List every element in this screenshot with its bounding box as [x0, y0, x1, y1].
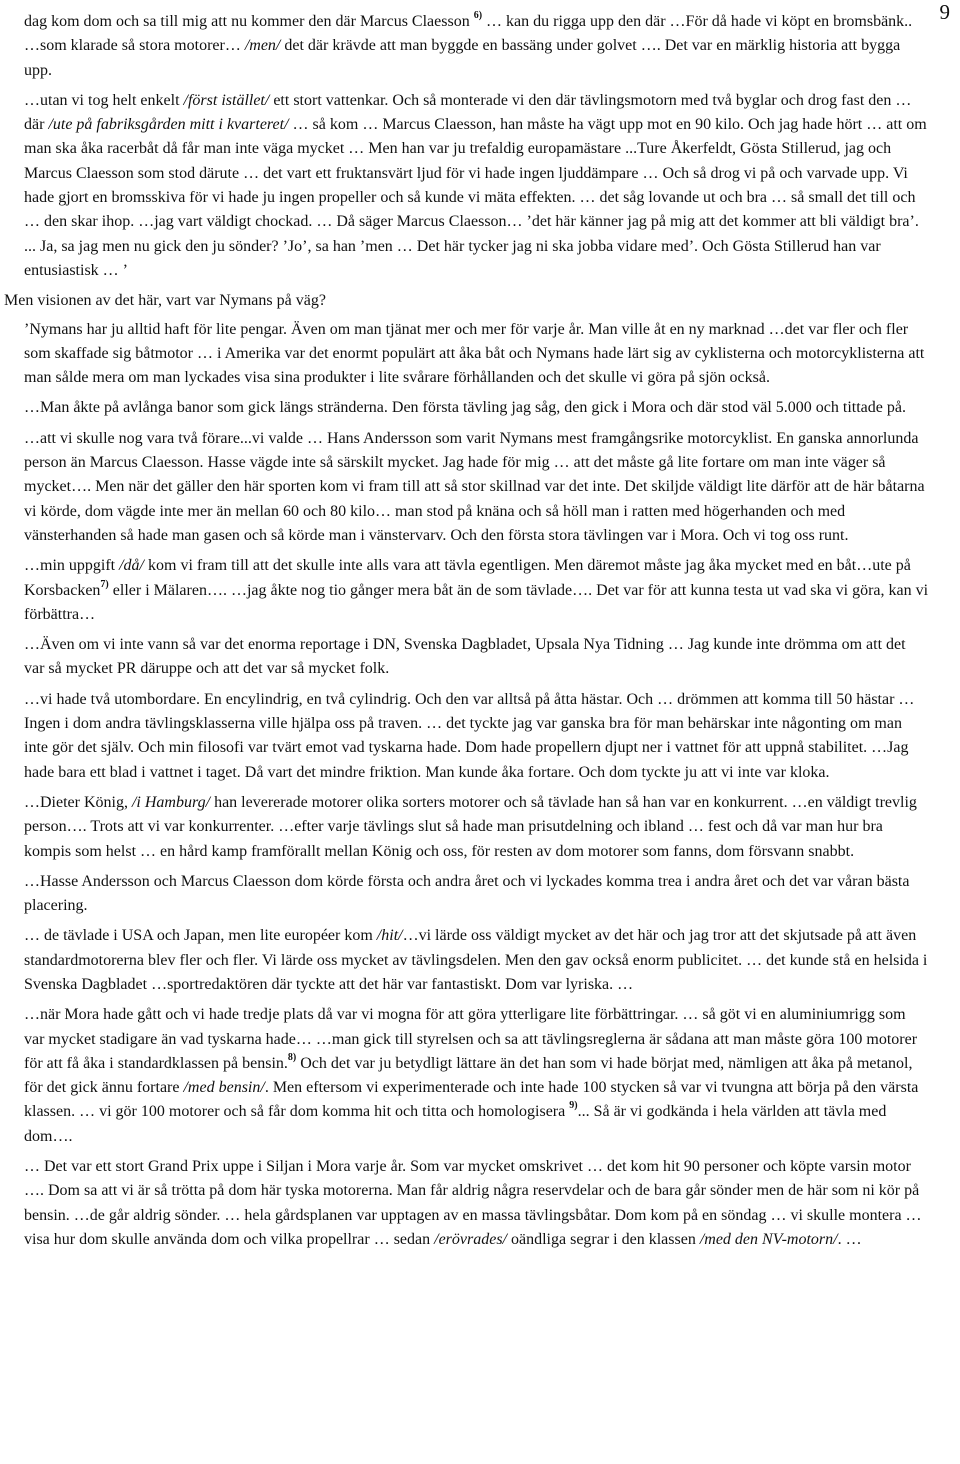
text-run: …Dieter König, [24, 793, 132, 811]
text-run: Men visionen av det här, vart var Nymans på väg? [4, 292, 326, 310]
paragraph [24, 554, 929, 627]
paragraph [24, 89, 929, 283]
text-run: … Det var ett stort Grand Prix uppe i Siljan i Mora varje år. Som var mycket omskrivet … det kom hit 90 personer och köpte varsin motor …. Dom sa att vi är så trötta på dom här tyska motorerna. Man får aldrig några reservdelar och de bara går sönder men de här som ni kör på bensin. …de går aldrig sönder. … hela gårdsplanen var upptagen av en massa tävlingsbåtar. Dom kom på en söndag … vi skulle montera … visa hur dom skulle använda dom och vilka propellrar … sedan [24, 1158, 922, 1248]
text-run: …vi lärde oss väldigt mycket av det här och jag tror att det skjutsade på att även standardmotorerna blev fler och fler. Vi lärde oss mycket av tävlingsdelen. Men den gav också enorm publicitet. … det kunde stå en helsida i Svenska Dagbladet …sportredaktören där tyckte att det här var fantastiskt. Dom var lyriska. … [24, 927, 928, 993]
text-run: ett stort vattenkar. Och så monterade vi den där tävlingsmotorn med två byglar och drog fast den … där [24, 91, 912, 134]
paragraph [24, 1155, 929, 1252]
paragraph [24, 633, 929, 682]
text-run: oändliga segrar i den klassen [507, 1230, 700, 1248]
text-run: … de tävlade i USA och Japan, men lite européer kom [24, 927, 377, 945]
text-run: det där krävde att man byggde en bassäng under golvet …. Det var en märklig historia att bygga upp. [24, 37, 901, 79]
paragraph [24, 791, 929, 864]
paragraph [24, 870, 929, 919]
text-run: …vi hade två utombordare. En encylindrig, en två cylindrig. Och den var alltså på åtta hästar. Och … drömmen att komma till 50 hästar … Ingen i dom andra tävlingsklasserna ville hjälpa oss på traven. … det tyckte jag var ganska bra för man behärskar inte någonting om man inte gör det själv. Och min filosofi var tvärt emot vad tyskarna hade. Dom hade propellern djupt ner i vattnet för att uppnå stabilitet. …Jag hade bara ett blad i vattnet i taget. Då vart det mindre friktion. Man kunde åka fortare. Och dom tyckte ju att vi inte var kloka. [24, 690, 915, 781]
text-run: …Hasse Andersson och Marcus Claesson dom körde första och andra året och vi lyckades komma trea i andra året och det var våran bästa placering. [24, 872, 910, 915]
italic-text: /ute på fabriksgården mitt i kvarteret/ [48, 116, 289, 134]
document-body [4, 10, 929, 1258]
text-run: …när Mora hade gått och vi hade tredje plats då var vi mogna för att göra ytterligare lite förbättringar. … så göt vi en aluminiumrigg som var mycket stadigare än vad tyskarna hade… …man gick till styrelsen och sa att tävlingsreglerna är sådana att man måste göra 100 motorer för att få åka i standardklassen på bensin. [24, 1006, 918, 1072]
footnote-ref: 8) [287, 1051, 297, 1063]
text-run: …utan vi tog helt enkelt [24, 91, 184, 109]
paragraph [24, 427, 929, 548]
paragraph [24, 10, 929, 83]
italic-text: /med den NV-motorn/ [699, 1230, 838, 1248]
footnote-ref: 9) [569, 1100, 578, 1112]
text-run: … så kom … Marcus Claesson, han måste ha vägt upp mot en 90 kilo. Och jag hade hört … att om man ska åka racerbåt då får man inte väga mycket … Men han var ju trefaldig europamästare ...Ture Åkerfeldt, Gösta Stillerud, jag och Marcus Claesson som stod därute … det vart ett fruktansvärt ljud för vi hade ingen ljuddämpare … Och så drog vi på och varvade upp. Vi hade gjort en bromsskiva för vi hade ju ingen propeller och så kunde vi mäta effekten. … det såg lovande ut och bra … så small det till och … den skar ihop. …jag vart väldigt chockad. … Då säger Marcus Claesson… ’det här känner jag på mig att det kommer att bli väldigt bra’. ... Ja, sa jag men nu gick den ju sönder? ’Jo’, sa han ’men … Det här tycker jag ni ska jobba vidare med’. Och Gösta Stillerud han var entusiastisk … ’ [24, 116, 927, 279]
paragraph [24, 924, 929, 997]
text-run: …att vi skulle nog vara två förare...vi valde … Hans Andersson som varit Nymans mest framgångsrike motorcyklist. En ganska annorlunda person än Marcus Claesson. Hasse vägde inte så särskilt mycket. Jag hade för mig … att det måste gå lite fortare om man inte väger så mycket…. Men när det gäller den här sporten kom vi fram till att så stor skillnad var det inte. Det skiljde väldigt lite därför att de här båtarna vi körde, dom vägde inte mer än mellan 60 och 80 kilo… man stod på knäna och så höll man i ratten med högerhanden och med vänsterhanden så hade man gasen och så körde man i vänstervarv. Och den första stora tävlingen var i Mora. Och vi tog oss runt. [24, 429, 925, 544]
italic-text: /med bensin/ [183, 1079, 265, 1097]
italic-text: /då/ [119, 557, 144, 575]
italic-text: /hit/ [376, 927, 403, 945]
italic-text: /först istället/ [183, 91, 270, 109]
text-run: …min uppgift [24, 557, 120, 575]
text-run: ... Så är vi godkända i hela världen att tävla med dom…. [24, 1103, 887, 1145]
footnote-ref: 6) [473, 10, 483, 21]
text-run: kom vi fram till att det skulle inte alls vara att tävla egentligen. Men däremot måste jag åka mycket med en båt…ute på Korsbacken [24, 557, 911, 599]
page-number: 9 [939, 0, 950, 24]
italic-text: /i Hamburg/ [131, 793, 211, 811]
paragraph [24, 318, 929, 391]
text-run: …Man åkte på avlånga banor som gick längs stränderna. Den första tävling jag såg, den gick i Mora och där stod väl 5.000 och tittade på. [24, 399, 906, 417]
paragraph [24, 1003, 929, 1149]
text-run: …Även om vi inte vann så var det enorma reportage i DN, Svenska Dagbladet, Upsala Nya Tidning … Jag kunde inte drömma om att det var så mycket PR däruppe och att det var så mycket folk. [24, 636, 906, 678]
paragraph [24, 396, 929, 420]
interview-question [4, 289, 929, 313]
text-run: han levererade motorer olika sorters motorer och så tävlade han så han var en konkurrent. …en väldigt trevlig person…. Trots att vi var konkurrenter. …efter varje tävlings slut så hade man prisutdelning och ibland … fest och då var man hur bra kompis som helst … en hård kamp framförallt mellan König och oss, för resten av dom motorer som fanns, dom försvann snabbt. [24, 793, 917, 860]
text-run: Och det var ju betydligt lättare än det han som vi hade börjat med, nämligen att åka på metanol, för det gick ännu fortare [24, 1054, 913, 1097]
text-run: ’Nymans har ju alltid haft för lite pengar. Även om man tjänat mer och mer för varje år. Man ville åt en ny marknad …det var fler och fler som skaffade sig båtmotor … i Amerika var det enormt populärt att åka båt och Nymans hade lärt sig av cyklisterna och motorcyklisterna att man sålde mera om man lyckades visa sina produkter i lite svårare förhållanden och det skulle vi göra på sjön också. [24, 320, 925, 387]
footnote-ref: 7) [100, 578, 109, 590]
paragraph [24, 688, 929, 785]
text-run: dag kom dom och sa till mig att nu kommer den där Marcus Claesson [24, 13, 474, 30]
text-run: . … [837, 1230, 862, 1248]
italic-text: /erövrades/ [434, 1230, 507, 1248]
italic-text: /men/ [244, 37, 281, 55]
text-run: eller i Mälaren…. …jag åkte nog tio gånger mera båt än de som tävlade…. Det var för att kunna testa ut vad ska vi göra, kan vi förbättra… [24, 581, 929, 623]
text-run: … kan du rigga upp den där …För då hade vi köpt en bromsbänk.. …som klarade så stora motorer… [24, 13, 913, 55]
text-run: . Men eftersom vi experimenterade och inte hade 100 stycken så var vi tvungna att börja på den värsta klassen. … vi gör 100 motorer och så får dom komma hit och titta och homologisera [24, 1079, 919, 1121]
